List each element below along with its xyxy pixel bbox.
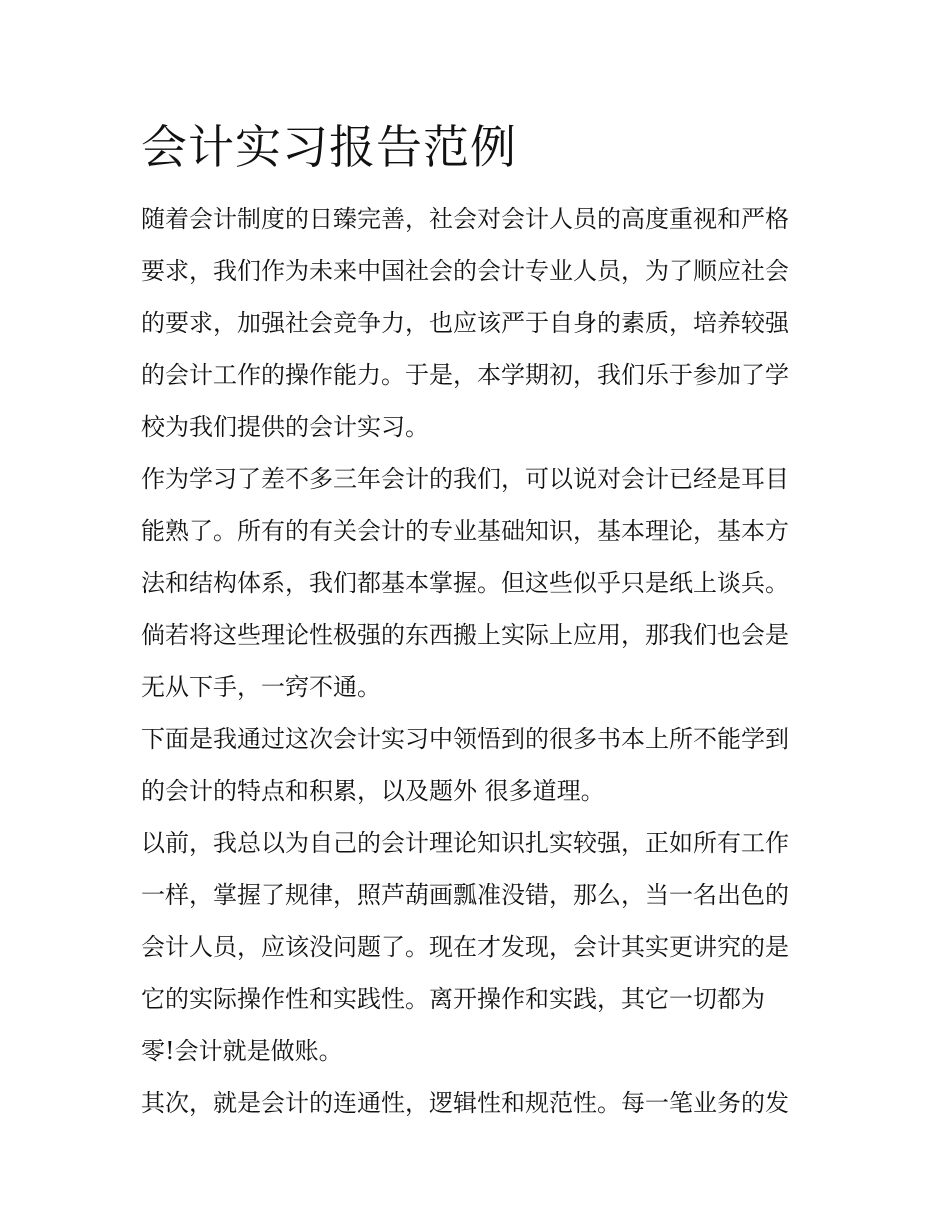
- text-line: 要求，我们作为未来中国社会的会计专业人员，为了顺应社会: [141, 257, 789, 285]
- text-line: 校为我们提供的会计实习。: [141, 413, 429, 441]
- text-line: 其次，就是会计的连通性，逻辑性和规范性。每一笔业务的发: [141, 1089, 789, 1117]
- text-line: 的要求，加强社会竞争力，也应该严于自身的素质，培养较强: [141, 309, 789, 337]
- text-line: 零!会计就是做账。: [141, 1037, 343, 1065]
- text-line: 的会计的特点和积累，以及题外 很多道理。: [141, 777, 605, 805]
- text-line: 以前，我总以为自己的会计理论知识扎实较强，正如所有工作: [141, 829, 789, 857]
- text-line: 它的实际操作性和实践性。离开操作和实践，其它一切都为: [141, 985, 765, 1013]
- text-line: 的会计工作的操作能力。于是，本学期初，我们乐于参加了学: [141, 361, 789, 389]
- paragraph-2: [141, 453, 813, 713]
- document-body: [141, 113, 813, 1129]
- text-line: 法和结构体系，我们都基本掌握。但这些似乎只是纸上谈兵。: [141, 569, 789, 597]
- text-line: 作为学习了差不多三年会计的我们，可以说对会计已经是耳目: [141, 465, 789, 493]
- text-line: 无从下手，一窍不通。: [141, 673, 381, 701]
- paragraph-3: [141, 713, 813, 817]
- text-line: 能熟了。所有的有关会计的专业基础知识，基本理论，基本方: [141, 517, 789, 545]
- paragraph-1: [141, 193, 813, 453]
- text-line: 下面是我通过这次会计实习中领悟到的很多书本上所不能学到: [141, 725, 789, 753]
- text-line: 会计人员，应该没问题了。现在才发现，会计其实更讲究的是: [141, 933, 789, 961]
- paragraph-4: [141, 817, 813, 1077]
- text-line: 随着会计制度的日臻完善，社会对会计人员的高度重视和严格: [141, 205, 789, 233]
- paragraph-5: [141, 1077, 813, 1129]
- text-line: 一样，掌握了规律，照芦葫画瓢准没错，那么，当一名出色的: [141, 881, 789, 909]
- document-title: 会计实习报告范例: [141, 120, 517, 174]
- text-line: 倘若将这些理论性极强的东西搬上实际上应用，那我们也会是: [141, 621, 789, 649]
